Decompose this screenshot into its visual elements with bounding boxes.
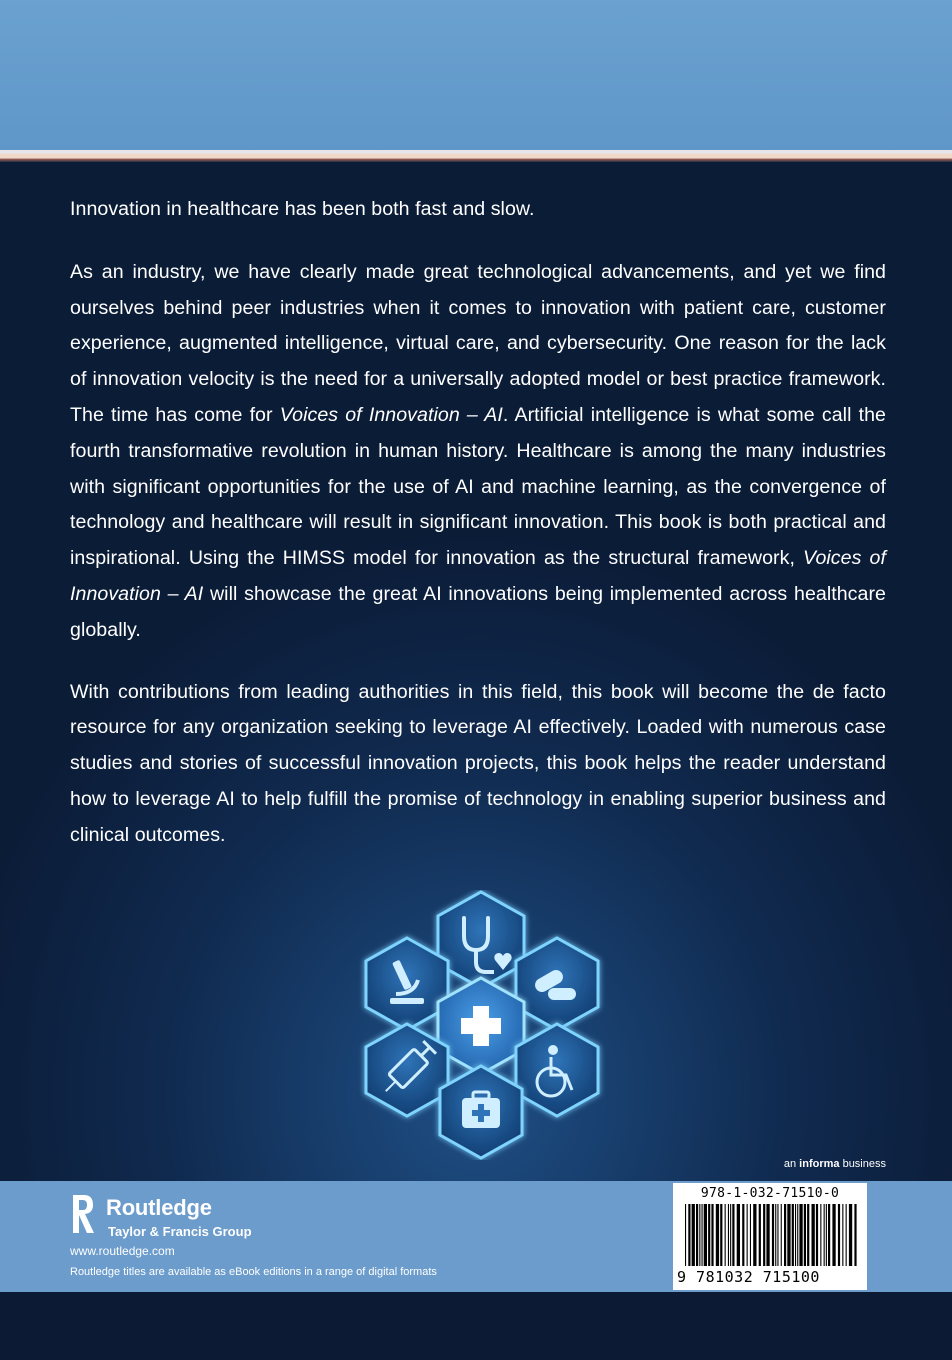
barcode-bars <box>683 1204 859 1268</box>
barcode-bar <box>732 1204 734 1266</box>
barcode-bar <box>787 1204 790 1266</box>
barcode-bar <box>826 1204 827 1266</box>
barcode-bar <box>784 1204 786 1266</box>
blurb-paragraph-3: With contributions from leading authorities in this field, this book will become the de facto resource for any organization seeking to leverage AI effectively. Loaded with numerous case studies and stories of successful innovation projects, this book helps the reader understand how to leverage AI to help fulfill the promise of technology in enabling superior business and clinical outcomes. <box>70 680 886 846</box>
ebook-availability-note: Routledge titles are available as eBook editions in a range of digital formats <box>70 1266 437 1278</box>
barcode-bar <box>747 1204 748 1266</box>
barcode-bar <box>792 1204 794 1266</box>
bottom-background <box>0 1292 952 1360</box>
barcode-bar <box>849 1204 852 1266</box>
barcode-bar <box>692 1204 695 1266</box>
back-cover-blurb <box>70 192 886 880</box>
barcode-bar <box>795 1204 796 1266</box>
blurb-paragraph-2: As an industry, we have clearly made great technological advancements, and yet we find ourselves behind peer industries when it comes to innovation with patient care, customer experience, augmented intelligence, virtual care, and cybersecurity. One reason for the lack of innovation velocity is the need for a universally adopted model or best practice framework. The time has come for Voices of Innovation – AI. Artificial intelligence is what some call the fourth transformative revolution in human history. Healthcare is among the many industries with significant opportunities for the use of AI and machine learning, as the convergence of technology and healthcare will result in significant innovation. This book is both practical and inspirational. Using the HIMSS model for innovation as the structural framework, Voices of Innovation – AI will showcase the great AI innovations being implemented across healthcare globally. <box>70 260 887 641</box>
barcode-bar <box>688 1204 690 1266</box>
barcode-bar <box>699 1204 700 1266</box>
barcode-bar <box>704 1204 707 1266</box>
pills-icon <box>516 938 598 1030</box>
isbn-barcode <box>673 1183 867 1290</box>
barcode-bar <box>742 1204 744 1266</box>
barcode-bar <box>750 1204 751 1266</box>
barcode-bar <box>725 1204 726 1266</box>
barcode-bar <box>775 1204 776 1266</box>
barcode-bar <box>711 1204 713 1266</box>
top-color-band <box>0 0 952 150</box>
barcode-bar <box>846 1204 847 1266</box>
barcode-bar <box>854 1204 856 1266</box>
barcode-bar <box>842 1204 843 1266</box>
wheelchair-icon <box>516 1024 598 1116</box>
book-title-italic: Voices of Innovation – AI <box>70 547 886 605</box>
book-title-italic: Voices of Innovation – AI <box>279 403 503 426</box>
barcode-bar <box>685 1204 686 1266</box>
medical-kit-icon <box>440 1066 522 1158</box>
blurb-paragraph-1: Innovation in healthcare has been both fast and slow. <box>70 198 535 220</box>
barcode-bar <box>753 1204 756 1266</box>
barcode-bar <box>781 1204 782 1266</box>
barcode-bar <box>828 1204 830 1266</box>
isbn-number: 978-1-032-71510-0 <box>700 1186 840 1201</box>
barcode-bar <box>728 1204 729 1266</box>
publisher-group: Taylor & Francis Group <box>108 1224 252 1239</box>
barcode-bar <box>730 1204 731 1266</box>
barcode-bar <box>797 1204 798 1266</box>
barcode-bar <box>807 1204 809 1266</box>
publisher-name: Routledge <box>106 1195 212 1220</box>
microscope-icon <box>366 938 448 1030</box>
barcode-bar <box>799 1204 802 1266</box>
barcode-bar <box>708 1204 710 1266</box>
barcode-bar <box>812 1204 815 1266</box>
medical-hexagon-illustration <box>352 890 612 1160</box>
barcode-bar <box>696 1204 698 1266</box>
medical-cross-icon <box>438 978 524 1074</box>
barcode-bar <box>838 1204 840 1266</box>
barcode-bar <box>763 1204 765 1266</box>
barcode-bar <box>816 1204 818 1266</box>
informa-business-tag: an informa business <box>783 1158 886 1170</box>
barcode-bar <box>759 1204 761 1266</box>
barcode-bar <box>777 1204 778 1266</box>
barcode-digits: 9 781032 715100 <box>677 1268 820 1286</box>
publisher-website[interactable]: www.routledge.com <box>70 1244 175 1258</box>
barcode-bar <box>772 1204 774 1266</box>
barcode-bar <box>702 1204 703 1266</box>
barcode-bar <box>716 1204 719 1266</box>
barcode-bar <box>820 1204 821 1266</box>
routledge-logo-icon <box>70 1193 96 1235</box>
syringe-icon <box>366 1024 448 1116</box>
barcode-bar <box>766 1204 769 1266</box>
barcode-bar <box>832 1204 835 1266</box>
decorative-stripe <box>0 150 952 162</box>
stethoscope-icon <box>438 892 524 988</box>
barcode-bar <box>824 1204 825 1266</box>
barcode-bar <box>804 1204 806 1266</box>
barcode-bar <box>737 1204 740 1266</box>
barcode-bar <box>720 1204 722 1266</box>
